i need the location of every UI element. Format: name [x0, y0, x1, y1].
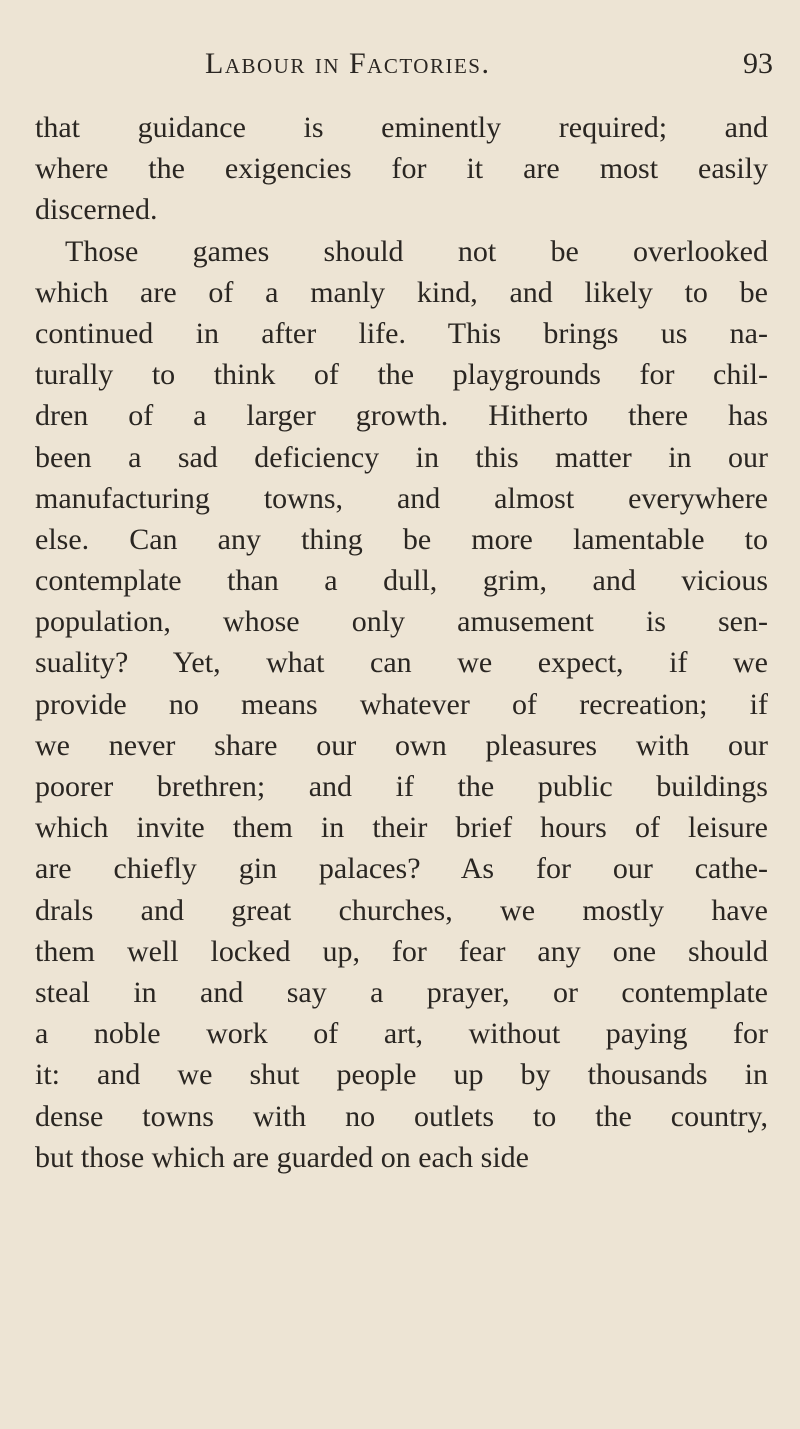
running-title: Labour in Factories.	[205, 47, 491, 80]
body-text	[35, 107, 768, 1178]
text-line: them well locked up, for fear any one should	[35, 934, 768, 968]
text-line: provide no means whatever of recreation; if	[35, 687, 768, 721]
text-line: we never share our own pleasures with our	[35, 728, 768, 762]
text-line: continued in after life. This brings us na-	[35, 316, 768, 350]
text-line: are chiefly gin palaces? As for our cathe-	[35, 852, 768, 886]
text-line: contemplate than a dull, grim, and vicious	[35, 564, 768, 598]
running-head	[0, 44, 800, 84]
text-line: manufacturing towns, and almost everywhere	[35, 481, 768, 515]
text-line: poorer brethren; and if the public buildings	[35, 770, 768, 803]
text-line: else. Can any thing be more lamentable to	[35, 522, 768, 556]
text-line: dren of a larger growth. Hitherto there has	[35, 399, 768, 433]
text-line: dense towns with no outlets to the country,	[35, 1099, 768, 1133]
text-line: that guidance is eminently required; and	[35, 111, 768, 144]
page-number: 93	[743, 47, 773, 80]
text-line: suality? Yet, what can we expect, if we	[35, 646, 768, 680]
text-line: which invite them in their brief hours of leisure	[35, 811, 768, 845]
text-line: but those which are guarded on each side	[35, 1140, 529, 1174]
text-line: a noble work of art, without paying for	[35, 1017, 768, 1051]
text-line: discerned.	[35, 193, 158, 227]
text-line: which are of a manly kind, and likely to be	[35, 275, 768, 309]
text-line: drals and great churches, we mostly have	[35, 893, 768, 927]
text-line: where the exigencies for it are most easily	[35, 152, 768, 186]
text-line: turally to think of the playgrounds for chil-	[35, 358, 768, 392]
text-line: steal in and say a prayer, or contemplate	[35, 975, 768, 1009]
text-line: been a sad deficiency in this matter in our	[35, 440, 768, 474]
text-line: Those games should not be overlooked	[65, 234, 768, 268]
text-line: population, whose only amusement is sen-	[35, 605, 768, 639]
text-line: it: and we shut people up by thousands in	[35, 1058, 768, 1092]
